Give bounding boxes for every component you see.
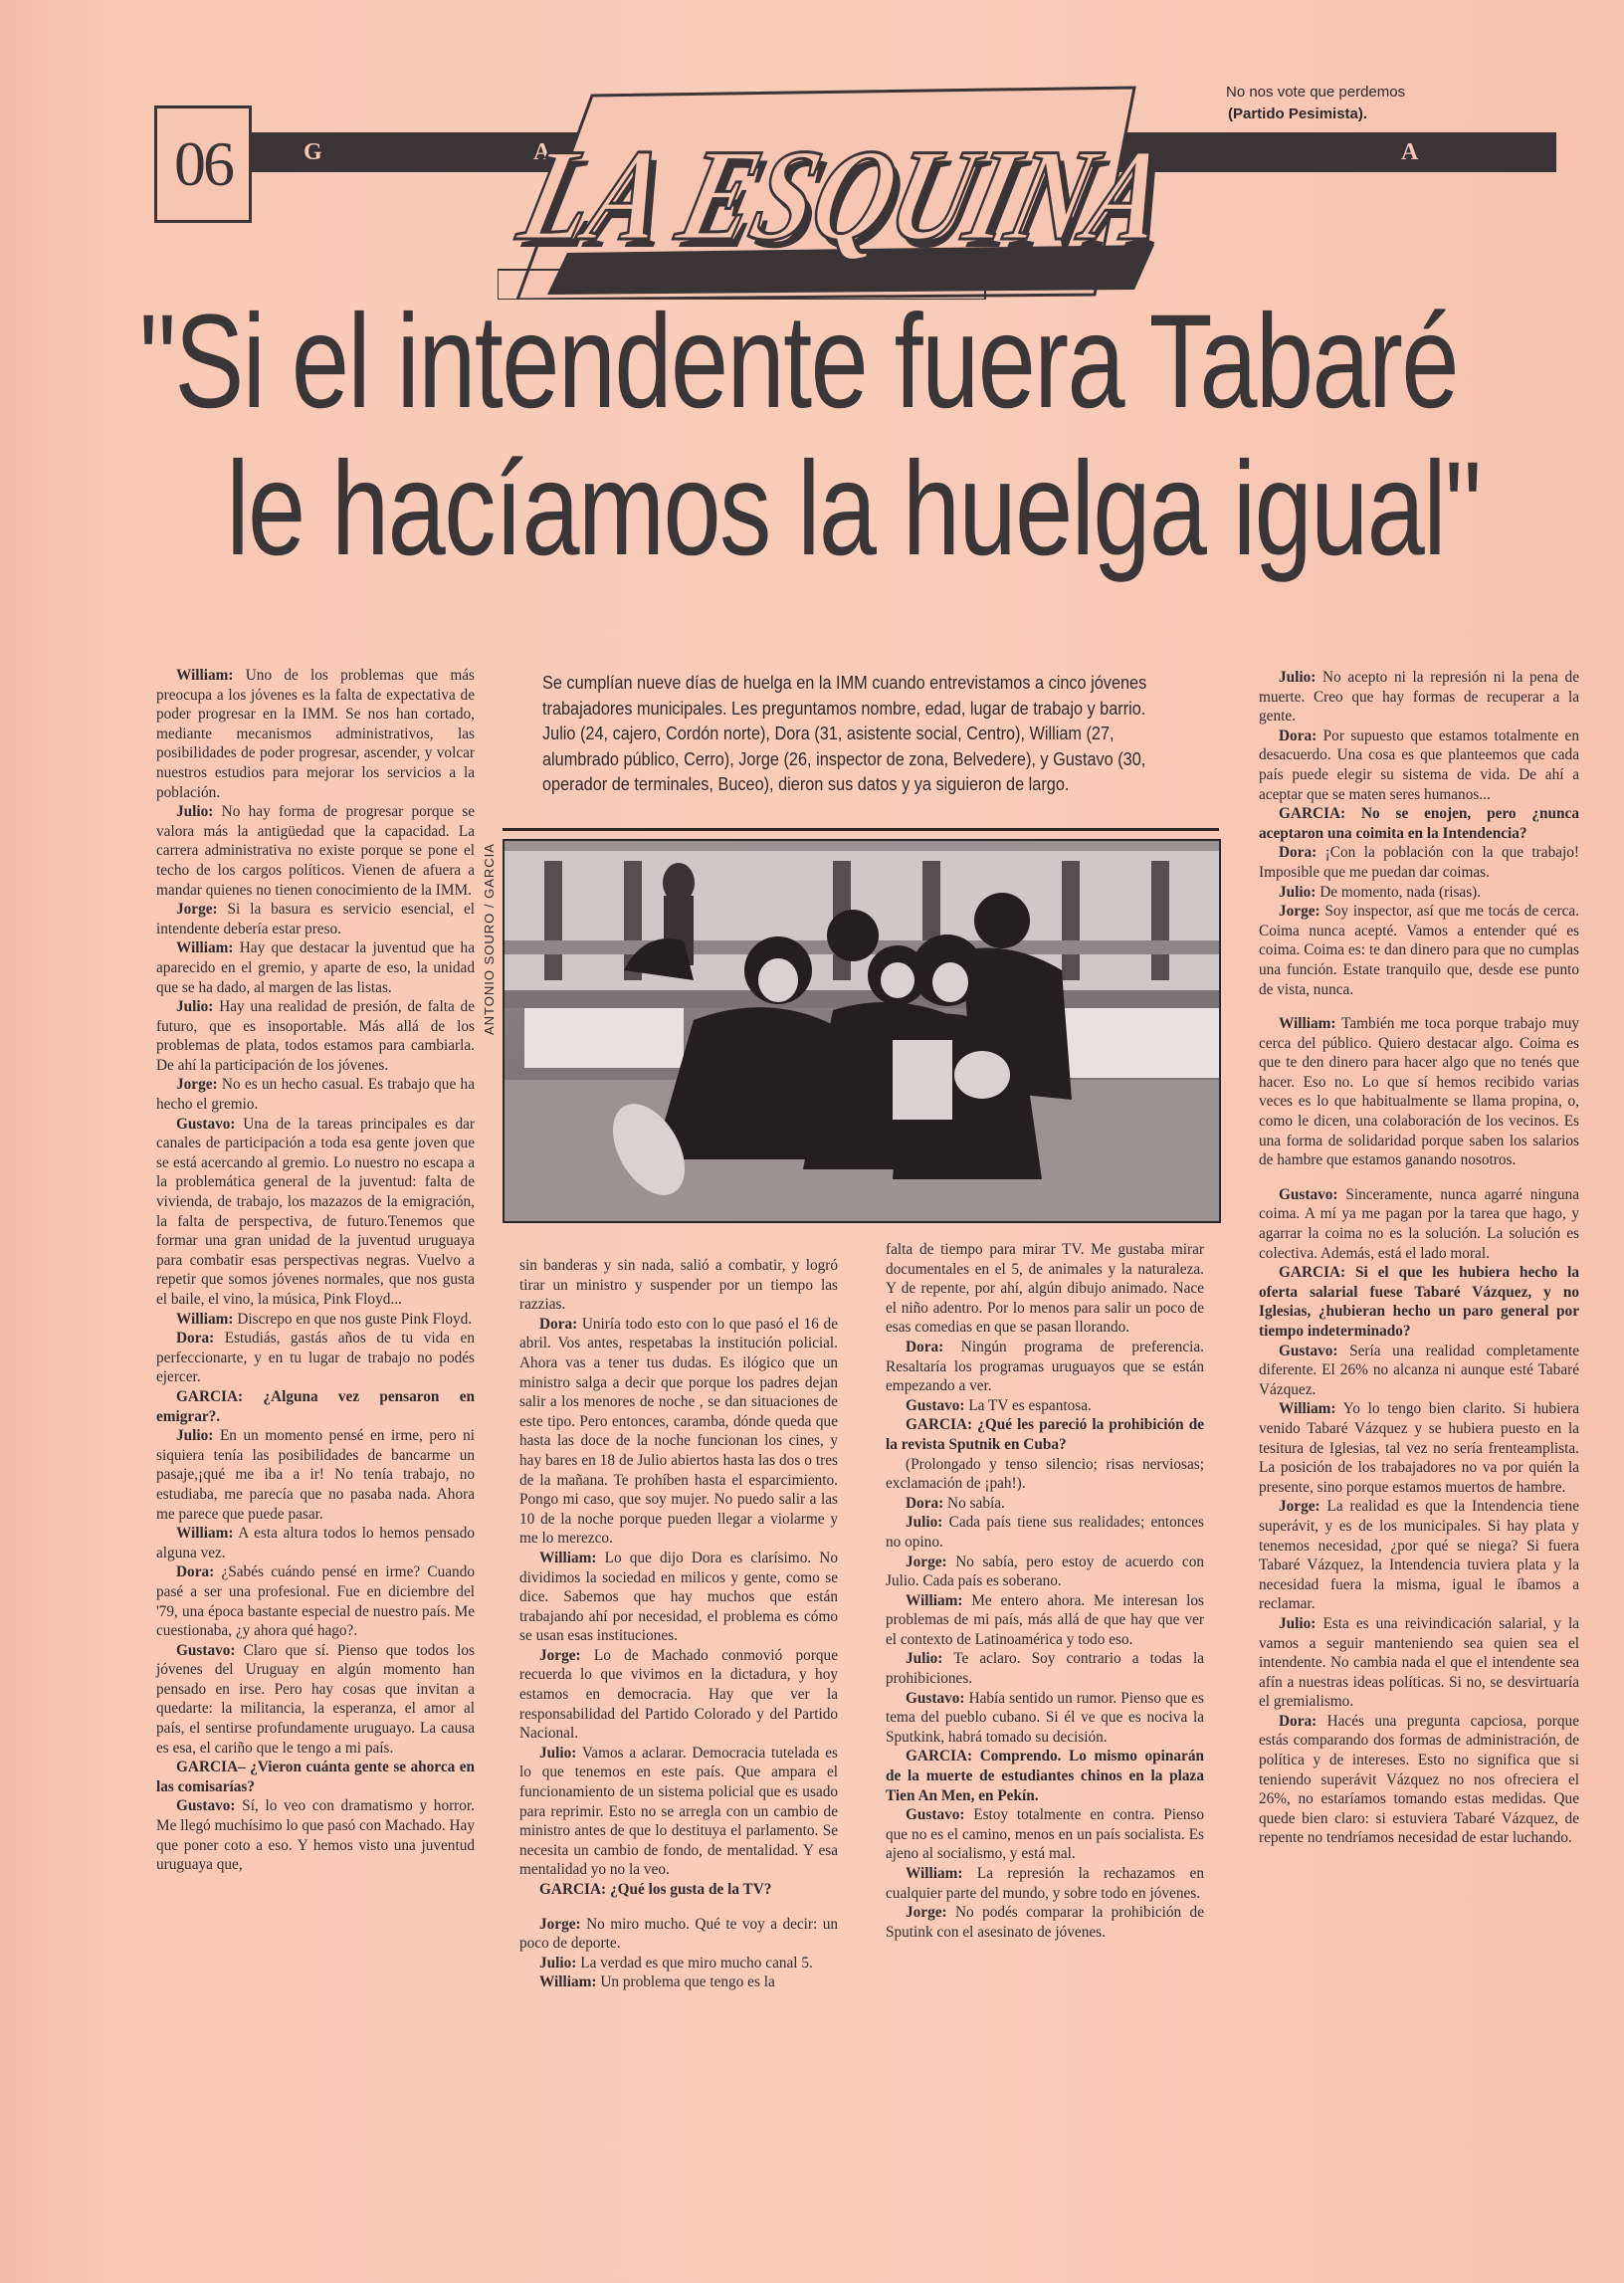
bar-letter-g: G xyxy=(304,139,324,165)
bar-letter-a2: A xyxy=(1401,139,1421,165)
speaker-name: Dora: xyxy=(1279,1712,1318,1730)
speaker-name: William: xyxy=(176,667,234,684)
speaker-text: Lo de Machado conmovió porque recuerda lo que vivimos en la dictadura, y hoy estamos en democracia. Hay que ver la responsabilidad del Partido Colorado y del Partido Nacional. xyxy=(519,1646,838,1743)
speaker-name: Julio: xyxy=(176,1427,214,1445)
slogan-party: (Partido Pesimista). xyxy=(1228,105,1368,122)
continued-text: falta de tiempo para mirar TV. Me gustaba mirar documentales en el 5, de animales y la naturaleza. Y de repente, por ahí, algún dibujo animado. Nace el niño adentro. Por lo menos para salir un poco de esas comedias en que se pasan llorando. xyxy=(886,1241,1204,1337)
continued-text: (Prolongado y tenso silencio; risas nerviosas; exclamación de ¡pah!). xyxy=(886,1455,1204,1493)
interview-paragraph xyxy=(1259,1342,1579,1400)
interview-paragraph xyxy=(886,1805,1204,1864)
speaker-text: Sí, lo veo con dramatismo y horror. Me llegó muchísimo lo que pasó con Machado. Hay que poner coto a eso. Y hemos visto una juventud uruguaya que, xyxy=(156,1797,475,1874)
interview-paragraph xyxy=(1259,668,1579,726)
speaker-name: William: xyxy=(906,1865,963,1882)
interview-paragraph xyxy=(156,1641,475,1759)
interview-paragraph xyxy=(519,1646,838,1744)
interview-paragraph xyxy=(519,1315,838,1549)
interview-paragraph xyxy=(156,997,475,1075)
text-column-3 xyxy=(886,1240,1204,1942)
speaker-text: No sabía, pero estoy de acuerdo con Julio. Cada país es soberano. xyxy=(886,1553,1204,1590)
interview-paragraph xyxy=(886,1338,1204,1396)
interviewer-question: GARCIA: Si el que les hubiera hecho la oferta salarial fuese Tabaré Vázquez, y no Iglesias, ¿hubieran hecho un paro general por tiempo indeterminado? xyxy=(1259,1264,1579,1340)
speaker-name: Julio: xyxy=(539,1744,577,1762)
slogan xyxy=(1226,82,1485,125)
interview-paragraph xyxy=(886,1591,1204,1650)
speaker-name: Julio: xyxy=(906,1650,943,1668)
logo-graphic xyxy=(498,86,1194,300)
speaker-name: Jorge: xyxy=(906,1904,947,1922)
text-column-1 xyxy=(156,666,475,1875)
speaker-name: Julio: xyxy=(176,803,214,821)
slogan-text: No nos vote que perdemos xyxy=(1226,84,1406,101)
interview-paragraph xyxy=(519,1256,838,1315)
speaker-text: No miro mucho. Qué te voy a decir: un poco de deporte. xyxy=(519,1915,838,1953)
speaker-text: De momento, nada (risas). xyxy=(1316,883,1482,901)
speaker-text: Cada país tiene sus realidades; entonces no opino. xyxy=(886,1514,1204,1551)
interview-paragraph xyxy=(1259,1014,1579,1170)
speaker-name: William: xyxy=(176,1525,234,1543)
interview-paragraph xyxy=(1259,843,1579,882)
speaker-text: Uno de los problemas que más preocupa a los jóvenes es la falta de expectativa de poder progresar en la IMM. Se nos han cortado, mediante mecanismos administrativos, las posibilidades de poder progresar, ascender, y volcar nuestros estudios para mejorar los servicios a la población. xyxy=(156,667,475,801)
speaker-text: Una de la tareas principales es dar canales de participación a toda esa gente joven que se está acercando al gremio. Lo nuestro no escapa a la problemática general de la juventud: falta de vivienda, de trabajo, los mazazos de la emigración, la falta de perspectiva, de futuro.Tenemos que formar una gran unidad de la juventud uruguaya para combatir esas perspectivas negras. Vuelvo a repetir que somos jóvenes normales, que nos gusta el baile, el vino, la música, Pink Floyd... xyxy=(156,1115,475,1308)
speaker-name: Julio: xyxy=(906,1514,943,1532)
headline-line-2: le hacíamos la huelga igual" xyxy=(226,435,1481,583)
interview-paragraph xyxy=(156,1115,475,1310)
speaker-name: Jorge: xyxy=(176,1076,218,1094)
interviewer-question: GARCIA– ¿Vieron cuánta gente se ahorca en las comisarías? xyxy=(156,1759,475,1795)
speaker-name: Gustavo: xyxy=(176,1641,236,1659)
speaker-name: Dora: xyxy=(906,1338,944,1355)
speaker-text: Sería una realidad completamente diferente. El 26% no alcanza ni aunque esté Tabaré Vázquez. xyxy=(1259,1342,1579,1398)
speaker-name: Dora: xyxy=(176,1563,215,1581)
interview-paragraph xyxy=(1259,883,1579,903)
interview-paragraph xyxy=(1259,804,1579,843)
speaker-name: Gustavo: xyxy=(176,1797,236,1815)
speaker-text: Esta es una reivindicación salarial, y la vamos a seguir manteniendo sea quien sea el intendente. No cambia nada el que el intendente sea afín a nuestras ideas políticas. Si no, se desvirtuaría el gremialismo. xyxy=(1259,1614,1579,1711)
interview-paragraph xyxy=(1259,1263,1579,1341)
speaker-name: Gustavo: xyxy=(176,1115,236,1133)
interview-paragraph xyxy=(156,1758,475,1796)
speaker-text: No podés comparar la prohibición de Sputink con el asesinato de jóvenes. xyxy=(886,1904,1204,1941)
speaker-text: La realidad es que la Intendencia tiene superávit, y es de los municipales. Si hay plata y tenemos necesidad, ¿por qué se niega? Si fuera Tabaré Vázquez, la Intendencia tuviera plata y la necesidad fuera la misma, igual le íbamos a reclamar. xyxy=(1259,1498,1579,1613)
speaker-name: Gustavo: xyxy=(1279,1342,1338,1359)
text-column-2 xyxy=(519,1256,838,1992)
interview-paragraph xyxy=(156,938,475,997)
bar-letter-a1: A xyxy=(533,139,553,165)
speaker-name: Jorge: xyxy=(539,1915,581,1933)
speaker-text: En un momento pensé en irme, pero ni siquiera tenía las posibilidades de bancarme un pasaje,¡qué me iba a ir! No tenía trabajo, no estudiaba, me parecía que no pasaba nada. Ahora me parece que puede pasar. xyxy=(156,1427,475,1523)
speaker-text: No hay forma de progresar porque se valora más la antigüedad que la capacidad. La carrera administrativa no existe porque se pone el techo de los cargos políticos. Vienen de afuera a mandar quienes no tienen conocimiento de la IMM. xyxy=(156,803,475,899)
speaker-text: Un problema que tengo es la xyxy=(596,1973,775,1991)
speaker-text: Te aclaro. Soy contrario a todas la prohibiciones. xyxy=(886,1650,1204,1688)
headline xyxy=(139,288,1481,583)
speaker-text: ¿Sabés cuándo pensé en irme? Cuando pasé a ser una profesional. Fue en diciembre del '79, una época bastante especial de nuestro país. Me cuestionaba, ¿y ahora qué hago?. xyxy=(156,1563,475,1640)
text-column-4 xyxy=(1259,668,1579,1848)
headline-line-1: "Si el intendente fuera Tabaré xyxy=(139,288,1458,436)
interview-paragraph xyxy=(519,1915,838,1954)
speaker-name: William: xyxy=(176,939,234,957)
interview-paragraph xyxy=(1259,726,1579,804)
interview-paragraph xyxy=(1259,1399,1579,1497)
speaker-text: Vamos a aclarar. Democracia tutelada es lo que tenemos en este país. Que ampara el funcionamiento de un sistema policial que es usado para reprimir. Esto no se arregla con un cambio de ministro antes de que lo destituya el parlamento. Se necesita un cambio de fondo, de mentalidad. Y esa mentalidad yo no la veo. xyxy=(519,1744,838,1879)
speaker-text: Por supuesto que estamos totalmente en desacuerdo. Una cosa es que planteemos que cada país puede elegir su sistema de vida. De ahí a aceptar que se maten seres humanos... xyxy=(1259,726,1579,803)
speaker-name: Dora: xyxy=(1279,844,1318,862)
speaker-text: Yo lo tengo bien clarito. Si hubiera venido Tabaré Vázquez y se hubiera puesto en la tesitura de Iglesias, tal vez no sería frenteamplista. La posición de los trabajadores no va por quién la presente, sino porque estamos muertos de hambre. xyxy=(1259,1400,1579,1496)
interview-paragraph xyxy=(1259,1497,1579,1614)
speaker-text: No es un hecho casual. Es trabajo que ha hecho el gremio. xyxy=(156,1076,475,1114)
interview-paragraph xyxy=(156,1387,475,1426)
interview-paragraph xyxy=(156,1310,475,1330)
speaker-text: Hay una realidad de presión, de falta de futuro, que es insoportable. Más allá de los problemas de plata, todos estamos para cambiarla. De ahí la participación de los jóvenes. xyxy=(156,998,475,1074)
speaker-name: William: xyxy=(1279,1015,1336,1033)
interview-paragraph xyxy=(156,666,475,802)
speaker-text: También me toca porque trabajo muy cerca del público. Quiero destacar algo. Coima es que te den dinero para hacer algo que no tenés que hacer. Eso no. Lo que sí hemos recibido varias veces es lo que habitualmente se llama propina, o, como le dicen, una colaboración de los vecinos. Es una forma de solidaridad porque saben los salarios de hambre que estamos ganando nosotros. xyxy=(1259,1015,1579,1169)
interviewer-question: GARCIA: No se enojen, pero ¿nunca aceptaron una coimita en la Intendencia? xyxy=(1259,805,1579,842)
interview-paragraph xyxy=(519,1972,838,1992)
speaker-name: Jorge: xyxy=(176,901,218,919)
interview-paragraph xyxy=(886,1553,1204,1591)
speaker-name: Julio: xyxy=(176,998,214,1016)
speaker-text: Sinceramente, nunca agarré ninguna coima. A mí ya me pagan por la tarea que hago, y agarrar la coima no es la solución. La solución es colectiva. Además, está el lado moral. xyxy=(1259,1185,1579,1262)
photo-graphic xyxy=(505,841,1219,1221)
interview-paragraph xyxy=(519,1954,838,1973)
interview-paragraph xyxy=(886,1494,1204,1514)
speaker-text: Me entero ahora. Me interesan los problemas de mi país, más allá de que hay que ver el contexto de Latinoamérica y todo eso. xyxy=(886,1591,1204,1648)
speaker-name: William: xyxy=(906,1591,963,1609)
speaker-name: Julio: xyxy=(1279,883,1317,901)
speaker-name: Gustavo: xyxy=(1279,1185,1338,1203)
speaker-text: Soy inspector, así que me tocás de cerca. Coima nunca acepté. Vamos a entender qué es coima. Coima es: te dan dinero para que no cumplas una función. Estate tranquilo que, desde ese punto de vista, nunca. xyxy=(1259,903,1579,998)
page-number: 06 xyxy=(154,105,252,223)
interview-paragraph xyxy=(886,1240,1204,1338)
speaker-text: Discrepo en que nos guste Pink Floyd. xyxy=(233,1310,473,1328)
speaker-name: Dora: xyxy=(906,1494,944,1512)
continued-text: sin banderas y sin nada, salió a combatir, y logró tirar un ministro y suspender por un tiempo las razzias. xyxy=(519,1257,838,1314)
speaker-name: Dora: xyxy=(1279,726,1318,744)
speaker-name: Gustavo: xyxy=(906,1396,965,1414)
speaker-text: Si la basura es servicio esencial, el intendente debería estar preso. xyxy=(156,901,475,937)
logo-shadow-text: LA ESQUINA xyxy=(513,129,1194,276)
logo-text: LA ESQUINA xyxy=(508,121,1194,268)
speaker-text: La verdad es que miro mucho canal 5. xyxy=(576,1954,813,1972)
speaker-text: Ningún programa de preferencia. Resaltaría los programas uruguayos que se están empezando a ver. xyxy=(886,1338,1204,1395)
interview-paragraph xyxy=(156,900,475,938)
interviewer-question: GARCIA: Comprendo. Lo mismo opinarán de la muerte de estudiantes chinos en la plaza Tien An Men, en Pekín. xyxy=(886,1748,1204,1804)
interview-paragraph xyxy=(156,1426,475,1524)
speaker-text: Claro que sí. Pienso que todos los jóvenes del Uruguay en algún momento han pensado en irse. Pero hay cosas que invitan a quedarte: la militancia, la esperanza, el amor al país, el sentirse profundamente uruguayo. La causa es esa, el cariño que le tengo a mi país. xyxy=(156,1641,475,1757)
interview-paragraph xyxy=(886,1689,1204,1748)
speaker-name: Dora: xyxy=(539,1315,578,1333)
interview-paragraph xyxy=(886,1513,1204,1552)
interview-paragraph xyxy=(1259,1712,1579,1848)
speaker-name: William: xyxy=(539,1973,597,1991)
interview-paragraph xyxy=(886,1455,1204,1494)
interviewer-question: GARCIA: ¿Qué los gusta de la TV? xyxy=(539,1881,772,1898)
speaker-name: Julio: xyxy=(1279,1614,1317,1632)
speaker-text: Estudiás, gastás años de tu vida en perfeccionarte, y en tu lugar de trabajo no podés ejercer. xyxy=(156,1330,475,1386)
speaker-name: Julio: xyxy=(539,1954,577,1972)
speaker-text: Hacés una pregunta capciosa, porque estás comparando dos formas de administración, de política y de intereses. Esto no significa que si teniendo superávit Vázquez no nos ofreciera el 26%, no estaríamos tomando estas medidas. Que quede bien claro: si estuviera Tabaré Vázquez, de repente no tendríamos necesidad de estar luchando. xyxy=(1259,1712,1579,1847)
speaker-name: Gustavo: xyxy=(906,1689,965,1707)
speaker-name: William: xyxy=(539,1549,597,1566)
speaker-text: Estoy totalmente en contra. Pienso que no es el camino, menos en un país socialista. Es ajeno al socialismo, y está mal. xyxy=(886,1806,1204,1863)
interview-paragraph xyxy=(156,1524,475,1562)
interview-paragraph xyxy=(519,1880,838,1900)
speaker-name: Jorge: xyxy=(1279,1498,1320,1516)
speaker-name: Jorge: xyxy=(1279,903,1320,921)
speaker-text: A esta altura todos lo hemos pensado alguna vez. xyxy=(156,1525,475,1561)
interviewer-question: GARCIA: ¿Alguna vez pensaron en emigrar?. xyxy=(156,1387,475,1425)
interview-paragraph xyxy=(1259,902,1579,999)
speaker-text: La represión la rechazamos en cualquier parte del mundo, y sobre todo en jóvenes. xyxy=(886,1865,1204,1902)
intro-paragraph: Se cumplían nueve días de huelga en la IMM cuando entrevistamos a cinco jóvenes trabajadores municipales. Les preguntamos nombre, edad, lugar de trabajo y barrio. Julio (24, cajero, Cordón norte), Dora (31, asistente social, Centro), William (27, alumbrado público, Cerro), Jorge (26, inspector de zona, Belvedere), y Gustavo (30, operador de terminales, Buceo), dieron sus datos y ya siguieron de largo. xyxy=(542,672,1147,794)
interviewer-question: GARCIA: ¿Qué les pareció la prohibición de la revista Sputnik en Cuba? xyxy=(886,1416,1204,1453)
speaker-text: Hay que destacar la juventud que ha aparecido en el gremio, y aparte de eso, la unidad que se ha dado, al margen de las listas. xyxy=(156,939,475,996)
speaker-name: Julio: xyxy=(1279,669,1317,686)
interview-paragraph xyxy=(156,1562,475,1640)
interview-paragraph xyxy=(886,1864,1204,1903)
speaker-name: William: xyxy=(1279,1400,1336,1418)
interview-paragraph xyxy=(156,1329,475,1387)
interview-paragraph xyxy=(886,1396,1204,1416)
speaker-name: Gustavo: xyxy=(906,1806,965,1824)
speaker-text: Había sentido un rumor. Pienso que es tema del pueblo cubano. Si él ve que es nociva la Sputkink, habrá tomado su decisión. xyxy=(886,1689,1204,1746)
interview-paragraph xyxy=(886,1747,1204,1805)
speaker-text: No sabía. xyxy=(943,1494,1005,1512)
interview-paragraph xyxy=(886,1903,1204,1942)
interview-paragraph xyxy=(1259,1614,1579,1712)
speaker-name: Dora: xyxy=(176,1330,215,1348)
speaker-text: La TV es espantosa. xyxy=(964,1396,1092,1414)
photo-top-rule xyxy=(503,828,1219,831)
interview-paragraph xyxy=(886,1415,1204,1454)
speaker-name: William: xyxy=(176,1310,234,1328)
speaker-text: No acepto ni la represión ni la pena de muerte. Creo que hay formas de recuperar a la gente. xyxy=(1259,669,1579,726)
interview-paragraph xyxy=(886,1649,1204,1688)
photo-credit: ANTONIO SOURO / GARCIA xyxy=(482,843,497,1035)
interview-paragraph xyxy=(156,802,475,900)
speaker-name: Jorge: xyxy=(906,1553,947,1570)
speaker-text: Uniría todo esto con lo que pasó el 16 de abril. Vos antes, respetabas la institución policial. Ahora vas a tener tus dudas. Es ilógico que un ministro salga a decir que porque los padres dejan salir a los menores de noche , se dan situaciones de este tipo. Pero entonces, caramba, dónde queda que hasta las doce de la noche funcionan los cines, y hay bares en 18 de Julio abiertos hasta las dos o tres de la mañana. Te prohíben hasta el esparcimiento. Pongo mi caso, que soy mujer. No puedo salir a las 10 de la noche porque pueden llegar a violarme y me lo merezco. xyxy=(519,1315,838,1548)
interview-paragraph xyxy=(1259,1185,1579,1263)
group-photo xyxy=(503,839,1221,1223)
interview-paragraph xyxy=(519,1549,838,1646)
interview-paragraph xyxy=(156,1075,475,1114)
interview-paragraph xyxy=(156,1796,475,1874)
speaker-text: ¡Con la población con la que trabajo! Imposible que me puedan dar coimas. xyxy=(1259,844,1579,881)
speaker-text: Lo que dijo Dora es clarísimo. No dividimos la sociedad en milicos y gente, como se dice. Sabemos que hay muchos que están trabajando ahí por necesidad, el problema es cómo se usan esas instituciones. xyxy=(519,1549,838,1645)
speaker-name: Jorge: xyxy=(539,1646,581,1664)
interview-paragraph xyxy=(519,1744,838,1880)
la-esquina-logo xyxy=(498,86,1194,300)
